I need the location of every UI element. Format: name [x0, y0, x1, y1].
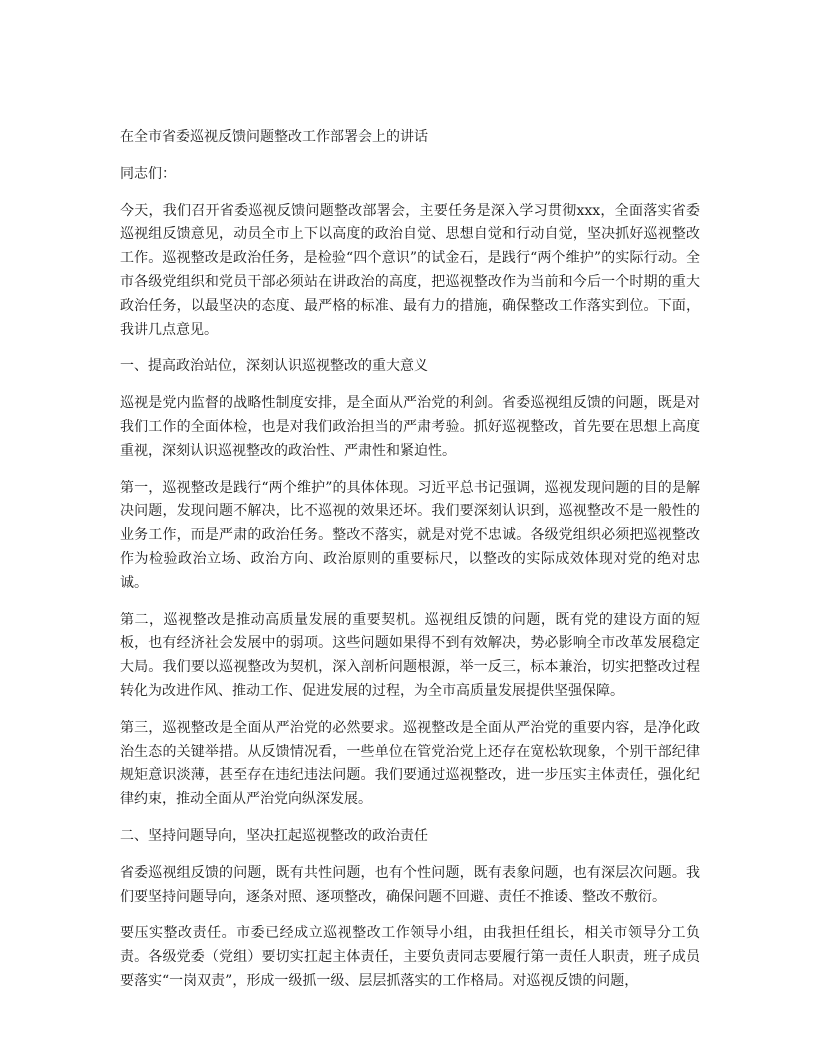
paragraph: 省委巡视组反馈的问题，既有共性问题，也有个性问题，既有表象问题，也有深层次问题。我们要坚持问题导向，逐条对照、逐项整改，确保问题不回避、责任不推诿、整改不敷衍。	[120, 864, 700, 905]
section-heading-1: 一、提高政治站位，深刻认识巡视整改的重大意义	[120, 358, 428, 375]
document-title: 在全市省委巡视反馈问题整改工作部署会上的讲话	[120, 129, 428, 145]
paragraph-intro: 今天，我们召开省委巡视反馈问题整改部署会，主要任务是深入学习贯彻xxx，全面落实省委巡视组反馈意见，动员全市上下以高度的政治自觉、思想自觉和行动自觉，坚决抓好巡视整改工作。巡视整改是政治任务，是检验“四个意识”的试金石，是践行“两个维护”的实际行动。全市各级党组织和党员干部必须站在讲政治的高度，把巡视整改作为当前和今后一个时期的重大政治任务，以最坚决的态度、最严格的标准、最有力的措施，确保整改工作落实到位。下面，我讲几点意见。	[120, 202, 700, 338]
section-heading-2: 二、坚持问题导向，坚决扛起巡视整改的政治责任	[120, 827, 428, 844]
paragraph: 要压实整改责任。市委已经成立巡视整改工作领导小组，由我担任组长，相关市领导分工负责。各级党委（党组）要切实扛起主体责任，主要负责同志要履行第一责任人职责，班子成员要落实“一岗双责”，形成一级抓一级、层层抓落实的工作格局。对巡视反馈的问题，	[120, 925, 700, 989]
paragraph: 第一，巡视整改是践行“两个维护”的具体体现。习近平总书记强调，巡视发现问题的目的是解决问题，发现问题不解决，比不巡视的效果还坏。我们要深刻认识到，巡视整改不是一般性的业务工作，而是严肃的政治任务。整改不落实，就是对党不忠诚。各级党组织必须把巡视整改作为检验政治立场、政治方向、政治原则的重要标尺，以整改的实际成效体现对党的绝对忠诚。	[120, 479, 700, 591]
paragraph: 第二，巡视整改是推动高质量发展的重要契机。巡视组反馈的问题，既有党的建设方面的短板，也有经济社会发展中的弱项。这些问题如果得不到有效解决，势必影响全市改革发展稳定大局。我们要以巡视整改为契机，深入剖析问题根源，举一反三，标本兼治，切实把整改过程转化为改进作风、推动工作、促进发展的过程，为全市高质量发展提供坚强保障。	[120, 611, 700, 699]
paragraph: 第三，巡视整改是全面从严治党的必然要求。巡视整改是全面从严治党的重要内容，是净化政治生态的关键举措。从反馈情况看，一些单位在管党治党上还存在宽松软现象，个别干部纪律规矩意识淡薄，甚至存在违纪违法问题。我们要通过巡视整改，进一步压实主体责任，强化纪律约束，推动全面从严治党向纵深发展。	[120, 719, 700, 808]
paragraph: 巡视是党内监督的战略性制度安排，是全面从严治党的利剑。省委巡视组反馈的问题，既是对我们工作的全面体检，也是对我们政治担当的严肃考验。抓好巡视整改，首先要在思想上高度重视，深刻认识巡视整改的政治性、严肃性和紧迫性。	[120, 395, 700, 459]
salutation: 同志们：	[120, 165, 176, 182]
document-page	[120, 126, 700, 994]
